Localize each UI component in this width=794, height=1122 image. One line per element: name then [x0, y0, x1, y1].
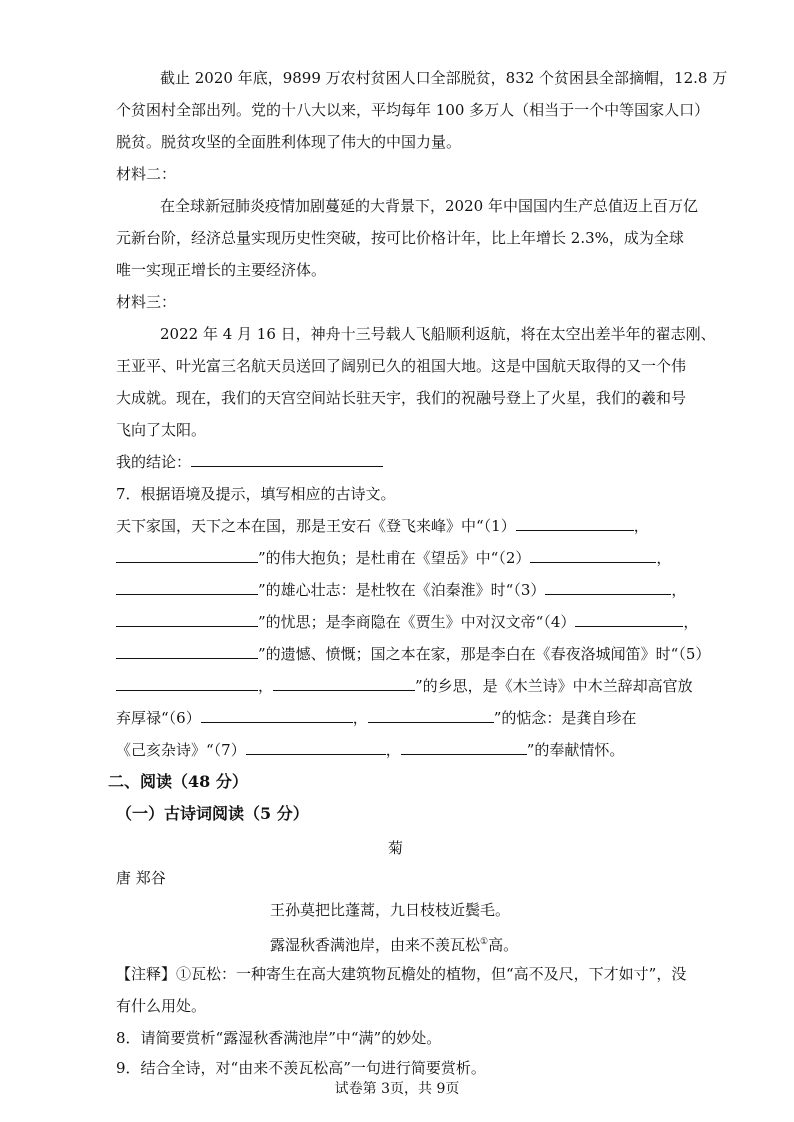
q7-blank-3b[interactable]: [116, 612, 258, 627]
q7-blank-7a[interactable]: [246, 740, 386, 755]
q7-blank-3a[interactable]: [545, 580, 671, 595]
conclusion-row: [116, 452, 383, 472]
section-two-heading: 二、阅读（48 分）: [108, 772, 248, 791]
material-three-label: 材料三：: [116, 293, 177, 311]
q8-text: 8．请简要赏析“露湿秋香满池岸”中“满”的妙处。: [116, 1029, 442, 1047]
q7-blank-2a[interactable]: [530, 548, 656, 563]
q7-blank-7b[interactable]: [401, 740, 527, 755]
material-two-label: 材料二：: [116, 165, 177, 183]
poem-author: 唐 郑谷: [116, 869, 166, 887]
q7-line-5: ”的遗憾、愤慨；国之本在家，那是李白在《春夜洛城闻笛》时“（5）: [116, 644, 710, 664]
conclusion-blank[interactable]: [191, 452, 383, 467]
material-three-line-1: 2022 年 4 月 16 日，神舟十三号载人飞船顺利返航，将在太空出差半年的翟志刚、: [160, 325, 716, 343]
page-footer: 试卷第 3页，共 9页: [334, 1081, 460, 1097]
q7-line-7: 弃厚禄“（6） ， ”的惦念：是龚自珍在: [116, 709, 637, 727]
q7-blank-1a[interactable]: [516, 516, 634, 531]
material-three-line-2: 王亚平、叶光富三名航天员送回了阔别已久的祖国大地。这是中国航天取得的又一个伟: [116, 357, 687, 375]
material-three-line-3: 大成就。现在，我们的天宫空间站长驻天宇，我们的祝融号登上了火星，我们的羲和号: [116, 389, 687, 407]
material-two-line-1: 在全球新冠肺炎疫情加剧蔓延的大背景下，2020 年中国国内生产总值迈上百万亿: [160, 197, 698, 215]
q7-blank-1b[interactable]: [116, 548, 258, 563]
q9-text: 9．结合全诗，对“由来不羡瓦松高”一句进行简要赏析。: [116, 1059, 486, 1077]
q7-blank-5a[interactable]: [116, 676, 258, 691]
material-two-line-3: 唯一实现正增长的主要经济体。: [116, 261, 327, 279]
subsection-poem-heading: （一）古诗词阅读（5 分）: [116, 804, 309, 823]
conclusion-label: 我的结论：: [116, 453, 192, 471]
material-one-line-3: 脱贫。脱贫攻坚的全面胜利体现了伟大的中国力量。: [116, 133, 462, 151]
q7-line-4: ”的忧思；是李商隐在《贾生》中对汉文帝“（4） ，: [116, 612, 698, 632]
note-line-2: 有什么用处。: [116, 997, 207, 1015]
q7-line-2: ”的伟大抱负；是杜甫在《望岳》中“（2） ，: [116, 548, 671, 568]
q7-blank-5b[interactable]: [273, 676, 415, 691]
material-three-line-4: 飞向了太阳。: [116, 421, 207, 439]
q7-blank-4a[interactable]: [575, 612, 683, 627]
note-line-1: 【注释】①瓦松：一种寄生在高大建筑物瓦檐处的植物，但“高不及尺，下才如寸”，没: [116, 965, 687, 983]
q7-stem: 7．根据语境及提示，填写相应的古诗文。: [116, 485, 396, 503]
material-one-line-1: 截止 2020 年底，9899 万农村贫困人口全部脱贫，832 个贫困县全部摘帽，12.8 万: [160, 69, 728, 87]
q7-line-1: 天下家国，天下之本在国，那是王安石《登飞来峰》中“（1） ，: [116, 517, 649, 535]
q7-line-3: ”的雄心壮志：是杜牧在《泊秦淮》时“（3） ，: [116, 580, 686, 600]
q7-blank-6a[interactable]: [201, 708, 353, 723]
footnote-marker: ①: [480, 937, 489, 947]
q7-line-8: 《己亥杂诗》“（7） ， ”的奉献情怀。: [116, 741, 625, 759]
material-one-line-2: 个贫困村全部出列。党的十八大以来，平均每年 100 多万人（相当于一个中等国家人口）: [116, 101, 710, 119]
q7-blank-4b[interactable]: [116, 644, 258, 659]
q7-blank-6b[interactable]: [368, 708, 494, 723]
material-two-line-2: 元新台阶，经济总量实现历史性突破，按可比价格计年，比上年增长 2.3%，成为全球: [116, 229, 684, 247]
poem-title: 菊: [388, 839, 404, 857]
q7-line-6: ， ”的乡思，是《木兰诗》中木兰辞却高官放: [116, 676, 693, 696]
q7-blank-2b[interactable]: [116, 580, 258, 595]
poem-line-2: 露湿秋香满池岸，由来不羡瓦松①高。: [270, 936, 519, 954]
poem-line-1: 王孙莫把比蓬蒿，九日枝枝近鬓毛。: [270, 901, 511, 919]
